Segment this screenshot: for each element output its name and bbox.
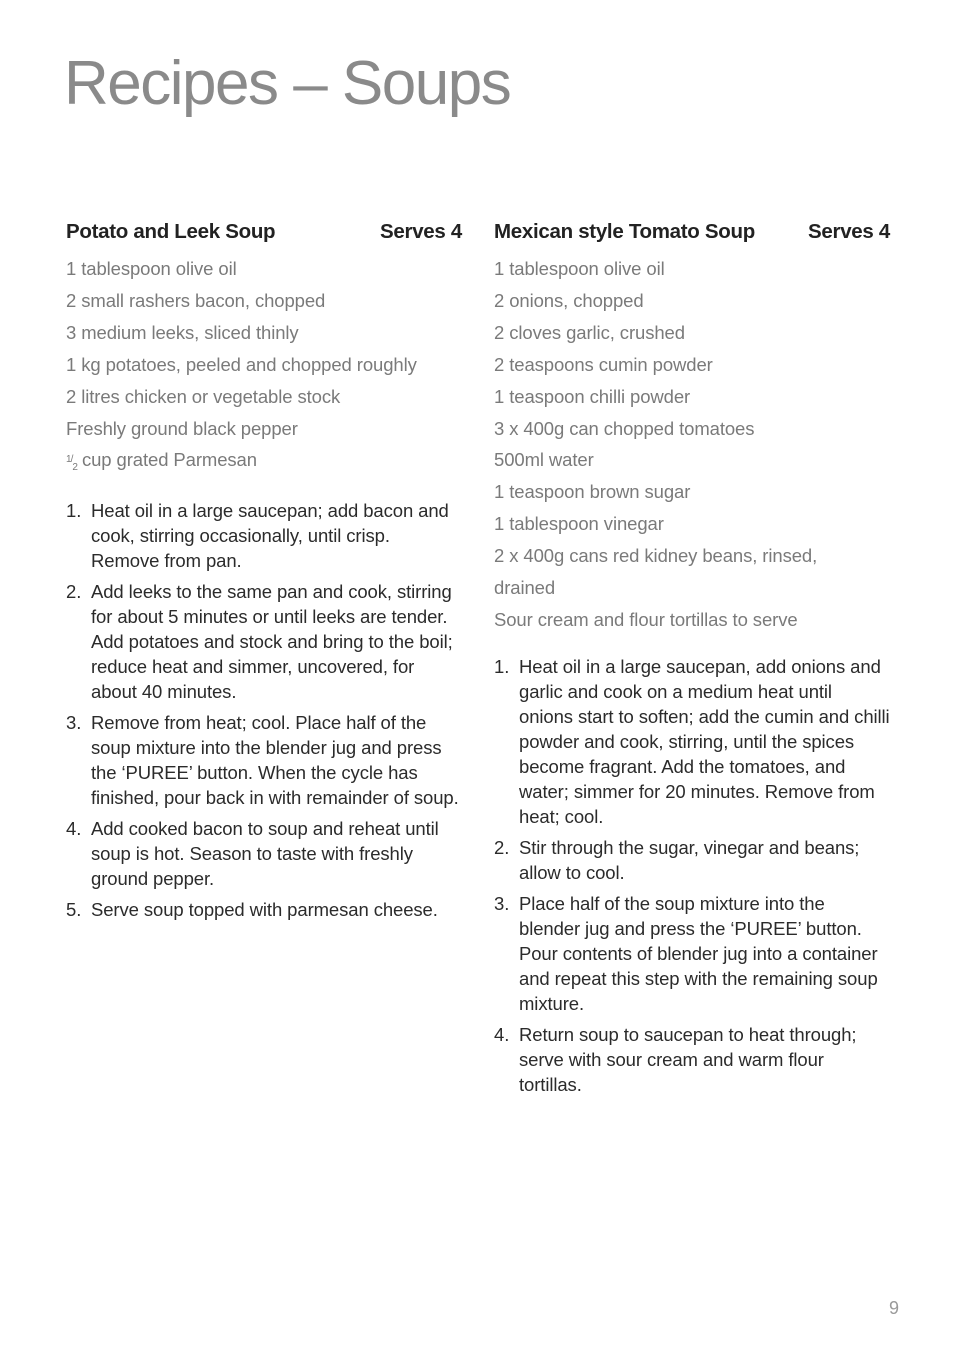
method-list xyxy=(66,498,462,922)
method-step xyxy=(494,1022,890,1097)
recipe-title: Potato and Leek Soup xyxy=(66,220,276,243)
parmesan-text: cup grated Parmesan xyxy=(81,449,257,471)
method-list xyxy=(494,654,890,1097)
ingredient-item: 1 kg potatoes, peeled and chopped roughly xyxy=(66,353,417,375)
ingredient-list xyxy=(494,253,890,636)
ingredient-item: Sour cream and flour tortillas to serve xyxy=(494,608,798,630)
step-number: 2. xyxy=(66,581,82,603)
ingredient-item: 1 teaspoon brown sugar xyxy=(494,481,691,503)
step-text: Stir through the sugar, vinegar and beans; allow to cool. xyxy=(519,836,860,883)
ingredient-item-parmesan xyxy=(66,444,462,480)
step-number: 3. xyxy=(494,892,510,914)
step-text: Heat oil in a large saucepan, add onions and garlic and cook on a medium heat until onions start to soften; add the cumin and chilli powder and cook, stirring, until the spices become fragrant. Add the tomatoes, and water; simmer for 20 minutes. Remove from heat; cool. xyxy=(519,655,890,827)
step-text: Return soup to saucepan to heat through; serve with sour cream and warm flour tortillas. xyxy=(519,1023,857,1095)
fraction-denominator: 2 xyxy=(72,462,77,474)
ingredient-item: 500ml water xyxy=(494,449,594,471)
method-step xyxy=(66,498,462,573)
ingredient-item: 2 litres chicken or vegetable stock xyxy=(66,385,341,407)
step-text: Heat oil in a large saucepan; add bacon and cook, stirring occasionally, until crisp. Remove from pan. xyxy=(91,500,449,572)
recipe-header xyxy=(66,220,462,247)
page-number: 9 xyxy=(888,1298,899,1318)
ingredient-list xyxy=(66,253,462,480)
recipe-mexican-tomato xyxy=(494,220,890,1103)
recipe-potato-leek xyxy=(66,220,462,928)
ingredient-item: Freshly ground black pepper xyxy=(66,417,298,439)
step-text: Add leeks to the same pan and cook, stirring for about 5 minutes or until leeks are tender. Add potatoes and stock and bring to the boil; reduce heat and simmer, uncovered, for about 40 minutes. xyxy=(91,581,453,703)
step-number: 4. xyxy=(66,818,82,840)
method-step xyxy=(494,835,890,885)
step-number: 1. xyxy=(66,500,82,522)
ingredient-item: drained xyxy=(494,577,556,599)
ingredient-item: 2 cloves garlic, crushed xyxy=(494,321,685,343)
step-text: Add cooked bacon to soup and reheat until soup is hot. Season to taste with freshly ground pepper. xyxy=(91,818,439,890)
step-text: Remove from heat; cool. Place half of the soup mixture into the blender jug and press the ‘PUREE’ button. When the cycle has finished, pour back in with remainder of soup. xyxy=(91,712,459,809)
ingredient-item: 2 x 400g cans red kidney beans, rinsed, xyxy=(494,545,818,567)
recipe-header xyxy=(494,220,890,247)
fraction-numerator: 1 xyxy=(66,454,71,466)
step-number: 5. xyxy=(66,899,82,921)
fraction-half: 1/2 xyxy=(66,454,77,474)
step-number: 1. xyxy=(494,655,510,677)
ingredient-item: 2 teaspoons cumin powder xyxy=(494,353,713,375)
ingredient-item: 2 onions, chopped xyxy=(494,289,644,311)
ingredient-item: 1 tablespoon olive oil xyxy=(66,258,237,279)
method-step xyxy=(494,891,890,1016)
serves-label: Serves 4 xyxy=(380,220,462,243)
ingredient-item: 1 teaspoon chilli powder xyxy=(494,385,691,407)
method-step xyxy=(66,897,462,922)
recipe-title: Mexican style Tomato Soup xyxy=(494,220,755,243)
serves-label: Serves 4 xyxy=(808,220,890,243)
method-step xyxy=(66,710,462,810)
method-step xyxy=(66,579,462,704)
step-number: 4. xyxy=(494,1023,510,1045)
step-number: 3. xyxy=(66,712,82,734)
ingredient-item: 3 medium leeks, sliced thinly xyxy=(66,321,299,343)
step-text: Serve soup topped with parmesan cheese. xyxy=(91,899,438,921)
step-number: 2. xyxy=(494,836,510,858)
step-text: Place half of the soup mixture into the blender jug and press the ‘PUREE’ button. Pour contents of blender jug into a container and repeat this step with the remaining soup mixture. xyxy=(519,892,878,1014)
ingredient-item: 1 tablespoon vinegar xyxy=(494,513,664,535)
ingredient-item: 3 x 400g can chopped tomatoes xyxy=(494,417,755,439)
page-title: Recipes – Soups xyxy=(64,49,511,118)
method-step xyxy=(66,816,462,891)
ingredient-item: 2 small rashers bacon, chopped xyxy=(66,289,326,311)
ingredient-item: 1 tablespoon olive oil xyxy=(494,258,665,279)
method-step xyxy=(494,654,890,829)
